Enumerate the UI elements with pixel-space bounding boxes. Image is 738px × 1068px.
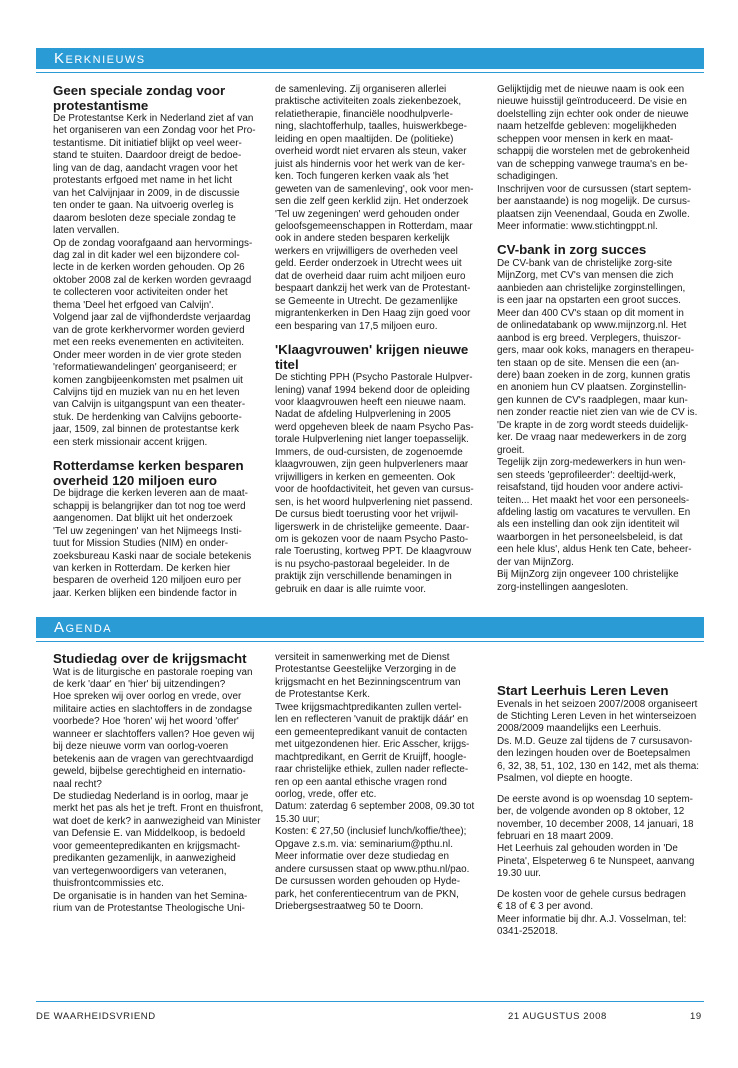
news-column-1 <box>53 84 265 600</box>
article-body-klaagvrouwen: De stichting PPH (Psycho Pastorale Hulpver- lening) vanaf 1994 bekend door de opleiding voor klaagvrouwen heeft een nieuwe naam. Nadat de afdeling Hulpverlening in 2005 werd opgeheven bleek de naam Psycho Pas- torale Hulpverlening niet langer toepasselijk. Immers, de oud-cursisten, de zogenoemde klaagvrouwen, zijn geen hulpverleners maar vrijwilligers in kerken en gemeenten. Ook voor de hoofdactiviteit, het geven van cursus- sen, is het woord hulpverlening niet passend. De cursus biedt toerusting voor het vrijwil- ligerswerk in de christelijke gemeente. Daar- om is gekozen voor de naam Psycho Pasto- rale Toerusting, kortweg PPT. De klaagvrouw is nu psycho-pastoraal begeleider. In de praktijk zijn verschillende benamingen in gebruik en daar is alle ruimte voor. <box>275 372 474 595</box>
agenda-column-2 <box>275 652 487 914</box>
article-body-studiedag: Wat is de liturgische en pastorale roeping van de kerk 'daar' en 'hier' bij uitzendingen? Hoe spreken wij over oorlog en vrede, over militaire acties en slachtoffers in de zondagse voorbede? Hoe 'horen' wij het woord 'offer' wanneer er slachtoffers vallen? Hoe geven wij bij deze nieuwe vorm van oorlog-voeren betekenis aan de vragen van gerechtvaardigd geweld, bijbelse gerechtigheid en internatio- naal recht? De studiedag Nederland is in oorlog, maar je merkt het pas als het je treft. Front en thuisfront, wat doet de kerk? in aanwezigheid van Minister van Defensie E. van Middelkoop, is bedoeld voor gemeentepredikanten en krijgsmacht- predikanten gezamenlijk, in aanwezigheid van vertegenwoordigers van veteranen, thuisfrontcommissies etc. De organisatie is in handen van het Semina- rium van de Protestantse Theologische Uni- <box>53 666 264 915</box>
article-body-studiedag-continued: versiteit in samenwerking met de Dienst Protestantse Geestelijke Verzorging in de krijgsmacht en het Bezinningscentrum van de Protestantse Kerk. Twee krijgsmachtpredikanten zullen vertel- len en reflecteren 'vanuit de praktijk dáár' en een gemeentepredikant vanuit de contacten met uitgezondenen hier. Eric Asscher, krijgs- machtpredikant, en Gerrit de Kruijff, hoogle- raar christelijke ethiek, zullen nader reflecte- ren op een aantal ethische vragen rond oorlog, vrede, offer etc. Datum: zaterdag 6 september 2008, 09.30 tot 15.30 uur; Kosten: € 27,50 (inclusief lunch/koffie/thee); Opgave z.s.m. via: seminarium@pthu.nl. Meer informatie over deze studiedag en andere cursussen staat op www.pthu.nl/pao. De cursussen worden gehouden op Hyde- park, het conferentiecentrum van de PKN, Driebergsestraatweg 50 te Doorn. <box>275 652 475 913</box>
article-body-rotterdam: De bijdrage die kerken leveren aan de maat- schappij is belangrijker dan tot nog toe werd aangenomen. Dat blijkt uit het onderzoek 'Tel uw zegeningen' van het Nijmeegs Insti- tuut for Mission Studies (NIM) en onder- zoeksbureau Kaski naar de sociale betekenis van kerken in Rotterdam. De kerken hier besparen de overheid 120 miljoen euro per jaar. Kerken blijken een bindende factor in <box>53 488 252 599</box>
article-body-klaagvrouwen-continued: Gelijktijdig met de nieuwe naam is ook een nieuwe huisstijl geïntroduceerd. De visie en doelstelling zijn echter ook onder de nieuwe naam hetzelfde gebleven: mogelijkheden scheppen voor mensen in kerk en maat- schappij die worstelen met de gebrokenheid van de schepping vanwege trauma's en be- schadigingen. Inschrijven voor de cursussen (start septem- ber aanstaande) is nog mogelijk. De cursus- plaatsen zijn Veenendaal, Gouda en Zwolle. Meer informatie: www.stichtingppt.nl. <box>497 84 692 232</box>
article-heading-leerhuis: Start Leerhuis Leren Leven <box>497 683 669 698</box>
article-body-leerhuis-costs: De kosten voor de gehele cursus bedragen € 18 of € 3 per avond. Meer informatie bij dhr. A.J. Vosselman, tel: 0341-252018. <box>497 888 687 938</box>
footer-date: 21 AUGUSTUS 2008 <box>508 1011 607 1022</box>
article-heading-klaagvrouwen: 'Klaagvrouwen' krijgen nieuwe titel <box>275 342 469 372</box>
article-body-rotterdam-continued: de samenleving. Zij organiseren allerlei praktische activiteiten zoals ziekenbezoek, relatietherapie, financiële noodhulpverle- ning, slachtofferhulp, taalles, huiswerkbege- leiding en open maaltijden. De (politieke) overheid wordt niet ervaren als steun, vaker juist als hindernis voor het werk van de ker- ken. Toch fungeren kerken vaak als 'het geweten van de samenleving', ook voor men- sen die zelf geen kerklid zijn. Het onderzoek 'Tel uw zegeningen' werd gehouden onder geloofsgemeenschappen in Rotterdam, maar ook in andere steden besparen kerkelijk werkers en vrijwilligers de overheden veel geld. Eerder onderzoek in Utrecht wees uit dat de overheid daar ruim acht miljoen euro bespaart dankzij het werk van de Protestant- se Gemeente in Utrecht. De gezamenlijke migrantenkerken in Den Haag zijn goed voor een besparing van 17,5 miljoen euro. <box>275 84 474 332</box>
section-title: Kerknieuws <box>54 50 146 67</box>
section-rule <box>36 641 704 642</box>
article-body-leerhuis-dates: De eerste avond is op woensdag 10 septem- ber, de volgende avonden op 8 oktober, 12 november, 10 december 2008, 14 januari, 18 februari en 18 maart 2009. Het Leerhuis zal gehouden worden in 'De Pineta', Elspeterweg 6 te Nunspeet, aanvang 19.30 uur. <box>497 793 695 880</box>
article-heading-studiedag: Studiedag over de krijgsmacht <box>53 651 247 666</box>
section-rule <box>36 72 704 73</box>
news-column-2 <box>275 84 487 596</box>
agenda-column-3 <box>497 684 709 939</box>
footer-publication: DE WAARHEIDSVRIEND <box>36 1011 156 1022</box>
article-body-leerhuis-intro: Evenals in het seizoen 2007/2008 organiseert de Stichting Leren Leven in het winterseizoen 2008/2009 maandelijks een Leerhuis. Ds. M.D. Geuze zal tijdens de 7 cursusavon- den lezingen houden over de Boetepsalmen 6, 32, 38, 51, 102, 130 en 142, met als thema: Psalmen, vol diepte en hoogte. <box>497 698 700 785</box>
article-heading-rotterdam: Rotterdamse kerken besparen overheid 120 miljoen euro <box>53 458 244 488</box>
agenda-column-1 <box>53 652 265 916</box>
section-header-kerknieuws <box>36 48 704 69</box>
article-heading-protestantisme: Geen speciale zondag voor protestantisme <box>53 83 226 113</box>
article-body-protestantisme: De Protestantse Kerk in Nederland ziet af van het organiseren van een Zondag voor het Pro- testantisme. Dit initiatief blijkt op veel weer- stand te stuiten. Daardoor dreigt de bedoe- ling van de dag, aandacht vragen voor het protestants erfgoed met name in het licht van het Calvijnjaar in 2009, in de discussie ten onder te gaan. Na uitvoerig overleg is daarom besloten deze speciale zondag te laten vervallen. Op de zondag voorafgaand aan hervormings- dag zal in dit kader wel een bijzondere col- lecte in de kerken worden gehouden. Op 26 oktober 2008 zal de kerken worden gevraagd te collecteren voor activiteiten onder het thema 'Deel het erfgoed van Calvijn'. Volgend jaar zal de vijfhonderdste verjaardag van de grote kerkhervormer worden gevierd met een reeks evenementen en activiteiten. Onder meer worden in de vier grote steden 'reformatiewandelingen' georganiseerd; er komen zangbijeenkomsten met psalmen uit Calvijns tijd en muziek van nu en het leven van Calvijn is uitgangspunt van een theater- stuk. De herdenking van Calvijns geboorte- jaar, 1509, zal binnen de protestantse kerk een sterk missionair accent krijgen. <box>53 113 256 448</box>
news-column-3 <box>497 84 709 594</box>
footer-rule <box>36 1001 704 1002</box>
section-header-agenda <box>36 617 704 638</box>
article-heading-cvbank: CV-bank in zorg succes <box>497 242 647 258</box>
article-body-cvbank: De CV-bank van de christelijke zorg-site MijnZorg, met CV's van mensen die zich aanbieden aan christelijke zorginstellingen, is een jaar na opstarten een groot succes. Meer dan 400 CV's staan op dit moment in de onlinedatabank op www.mijnzorg.nl. Het aanbod is erg breed. Verplegers, thuiszor- gers, maar ook koks, managers en therapeu- ten staan op de site. Mensen die een (an- dere) baan zoeken in de zorg, kunnen gratis en anoniem hun CV plaatsen. Zorginstellin- gen kunnen de CV's raadplegen, maar kun- nen zonder reactie niet zien van wie de CV is. 'De krapte in de zorg wordt steeds duidelijk- ker. De vraag naar medewerkers in de zorg groeit. Tegelijk zijn zorg-medewerkers in hun wen- sen steeds 'geprofileerder': deeltijd-werk, reisafstand, tijd houden voor andere activi- teiten... Het maakt het voor een personeels- afdeling lastig om vacatures te vervullen. En als een instelling dan ook zijn identiteit wil waarborgen in het personeelsbeleid, is dat een hele klus', aldus Henk ten Cate, beheer- der van MijnZorg. Bij MijnZorg zijn ongeveer 100 christelijke zorg-instellingen aangesloten. <box>497 257 698 593</box>
footer-page-number: 19 <box>690 1011 702 1022</box>
section-title: Agenda <box>54 619 113 636</box>
